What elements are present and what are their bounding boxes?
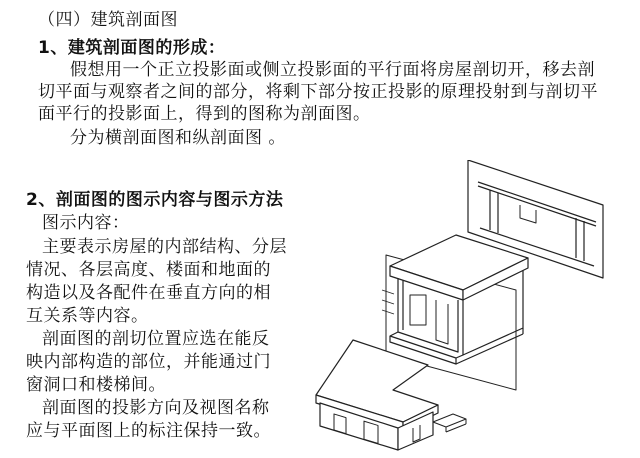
part2-line-5: 剖面图的剖切位置应选在能反 [42,329,270,349]
part1-line-2: 切平面与观察者之间的部分，将剩下部分按正投影的原理投射到与剖切平 [38,82,598,102]
section-projection-illustration [298,160,640,458]
part2-line-4: 互关系等内容。 [26,306,149,326]
part2-line-9: 应与平面图上的标注保持一致。 [26,421,271,441]
part2-heading: 2、剖面图的图示内容与图示方法 [26,190,284,210]
part2-line-3: 构造以及各配件在垂直方向的相 [26,283,271,303]
part1-heading: 1、建筑剖面图的形成： [38,38,226,58]
part1-line-1: 假想用一个正立投影面或侧立投影面的平行面将房屋剖切开，移去剖 [70,60,595,80]
part1-line-3: 面平行的投影面上，得到的图称为剖面图。 [38,104,371,124]
part2-line-1: 主要表示房屋的内部结构、分层 [42,237,287,257]
part2-line-2: 情况、各层高度、楼面和地面的 [26,260,271,280]
part2-line-6: 映内部构造的部位，并能通过门 [26,352,271,372]
part2-line-7: 窗洞口和楼梯间。 [26,375,166,395]
part1-line-4: 分为横剖面图和纵剖面图 。 [70,128,286,148]
section-title: （四）建筑剖面图 [38,10,178,30]
part2-line-8: 剖面图的投影方向及视图名称 [42,398,270,418]
part2-subheading: 图示内容： [42,213,130,233]
